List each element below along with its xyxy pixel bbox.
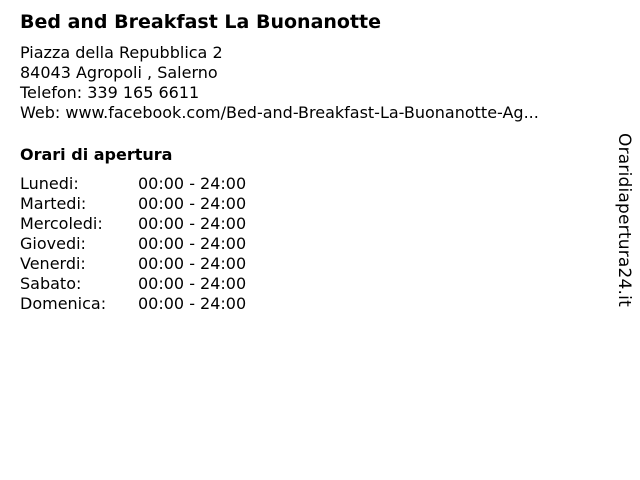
hours-row-sunday (20, 294, 246, 314)
time-range: 00:00 - 24:00 (138, 194, 247, 213)
website-link[interactable]: Web: www.facebook.com/Bed-and-Breakfast-La-Buonanotte-Ag... (20, 103, 539, 122)
hours-row-monday (20, 174, 246, 194)
time-range: 00:00 - 24:00 (138, 214, 247, 233)
day-label: Sabato: (20, 274, 82, 293)
day-label: Mercoledi: (20, 214, 103, 233)
business-name: Bed and Breakfast La Buonanotte (20, 11, 382, 33)
time-range: 00:00 - 24:00 (138, 234, 247, 253)
day-label: Lunedi: (20, 174, 79, 193)
day-label: Martedi: (20, 194, 87, 213)
hours-row-saturday (20, 274, 246, 294)
hours-row-thursday (20, 234, 246, 254)
day-label: Venerdi: (20, 254, 86, 273)
hours-row-wednesday (20, 214, 246, 234)
opening-hours-heading: Orari di apertura (20, 145, 173, 164)
phone-number: Telefon: 339 165 6611 (20, 83, 200, 102)
day-label: Domenica: (20, 294, 107, 313)
time-range: 00:00 - 24:00 (138, 274, 247, 293)
hours-row-friday (20, 254, 246, 274)
time-range: 00:00 - 24:00 (138, 174, 247, 193)
opening-hours-table (20, 174, 246, 314)
hours-row-tuesday (20, 194, 246, 214)
day-label: Giovedi: (20, 234, 86, 253)
business-info (20, 43, 539, 123)
site-watermark: Oraridiapertura24.it (614, 133, 634, 307)
address-street: Piazza della Repubblica 2 (20, 43, 223, 62)
address-city: 84043 Agropoli , Salerno (20, 63, 218, 82)
time-range: 00:00 - 24:00 (138, 294, 247, 313)
time-range: 00:00 - 24:00 (138, 254, 247, 273)
